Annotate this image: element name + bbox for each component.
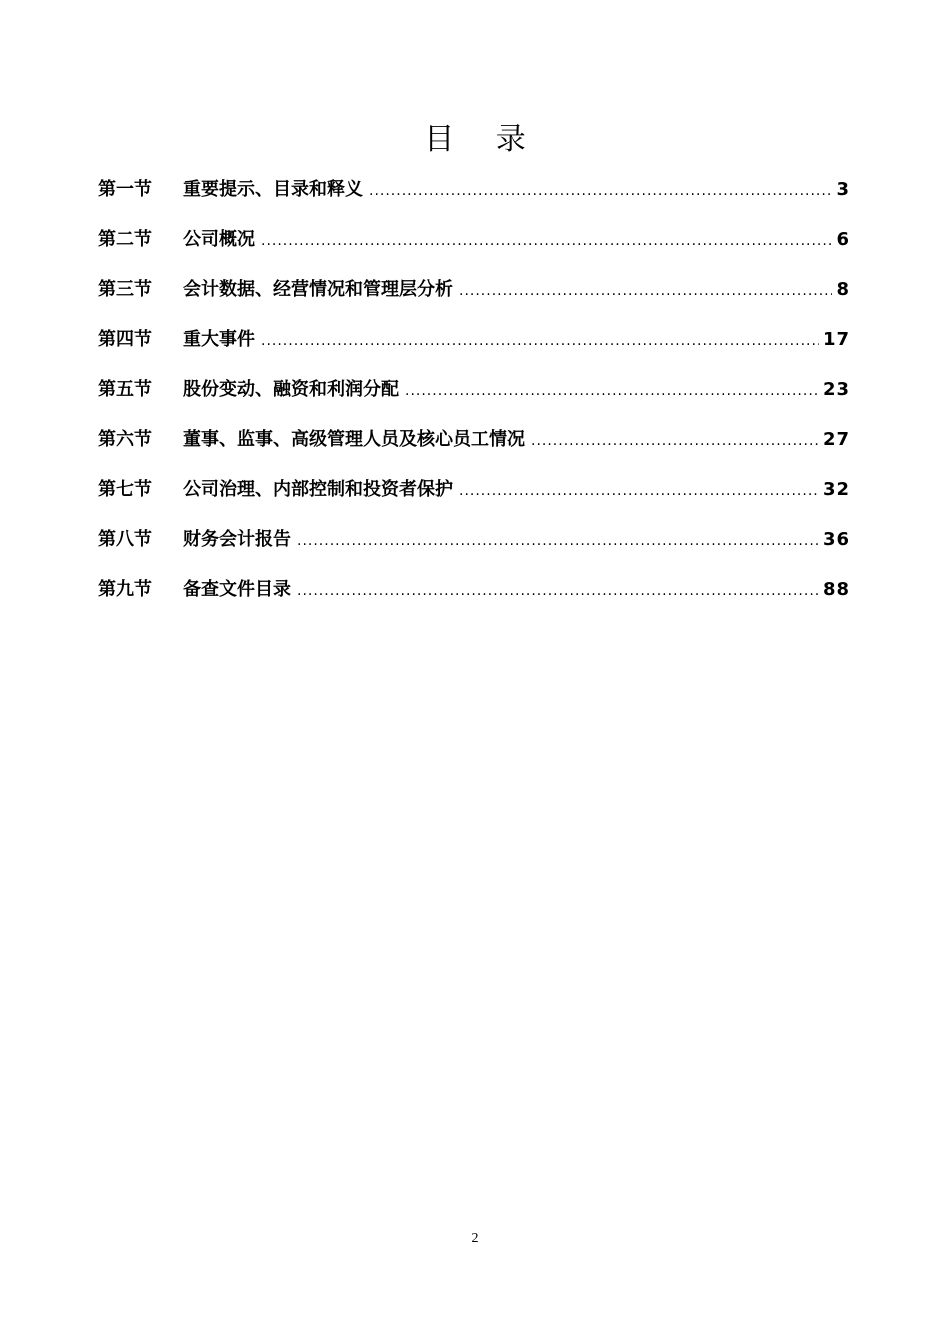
toc-dot-leader <box>531 422 819 460</box>
toc-dot-leader <box>297 572 819 610</box>
toc-title: 目 录 <box>424 122 542 157</box>
toc-heading[interactable]: 公司概况 <box>183 229 255 250</box>
toc-section-number: 第六节 <box>98 429 152 450</box>
toc-heading[interactable]: 备查文件目录 <box>183 579 291 600</box>
toc-page-number[interactable]: 6 <box>836 229 850 250</box>
toc-heading[interactable]: 股份变动、融资和利润分配 <box>183 379 399 400</box>
toc-dot-leader <box>261 222 832 260</box>
toc-entry[interactable] <box>98 521 850 571</box>
toc-heading[interactable]: 重要提示、目录和释义 <box>183 179 363 200</box>
toc-entry[interactable] <box>98 321 850 371</box>
toc-dot-leader <box>459 472 819 510</box>
toc-entry[interactable] <box>98 171 850 221</box>
toc-entry[interactable] <box>98 271 850 321</box>
page-footer-number: 2 <box>471 1231 479 1246</box>
toc-page-number[interactable]: 88 <box>822 579 850 600</box>
toc-dot-leader <box>297 522 819 560</box>
toc-dot-leader <box>261 322 819 360</box>
toc-heading[interactable]: 公司治理、内部控制和投资者保护 <box>183 479 453 500</box>
toc-page-number[interactable]: 23 <box>822 379 850 400</box>
toc-section-number: 第一节 <box>98 179 152 200</box>
toc-section-number: 第二节 <box>98 229 152 250</box>
toc-entry[interactable] <box>98 471 850 521</box>
toc-section-number: 第九节 <box>98 579 152 600</box>
toc-dot-leader <box>459 272 832 310</box>
toc-page-number[interactable]: 8 <box>836 279 850 300</box>
toc-heading[interactable]: 财务会计报告 <box>183 529 291 550</box>
toc-heading[interactable]: 董事、监事、高级管理人员及核心员工情况 <box>183 429 525 450</box>
toc-dot-leader <box>405 372 819 410</box>
toc-section-number: 第四节 <box>98 329 152 350</box>
toc-page-number[interactable]: 36 <box>822 529 850 550</box>
toc-dot-leader <box>369 172 832 210</box>
toc-section-number: 第八节 <box>98 529 152 550</box>
toc-section-number: 第五节 <box>98 379 152 400</box>
toc-page-number[interactable]: 27 <box>822 429 850 450</box>
toc-section-number: 第七节 <box>98 479 152 500</box>
toc-page-number[interactable]: 32 <box>822 479 850 500</box>
toc-page-number[interactable]: 17 <box>822 329 850 350</box>
toc-entry[interactable] <box>98 421 850 471</box>
toc-entry[interactable] <box>98 371 850 421</box>
toc-section-number: 第三节 <box>98 279 152 300</box>
table-of-contents <box>98 171 850 621</box>
toc-heading[interactable]: 会计数据、经营情况和管理层分析 <box>183 279 453 300</box>
toc-entry[interactable] <box>98 571 850 621</box>
toc-heading[interactable]: 重大事件 <box>183 329 255 350</box>
toc-page-number[interactable]: 3 <box>836 179 850 200</box>
toc-entry[interactable] <box>98 221 850 271</box>
